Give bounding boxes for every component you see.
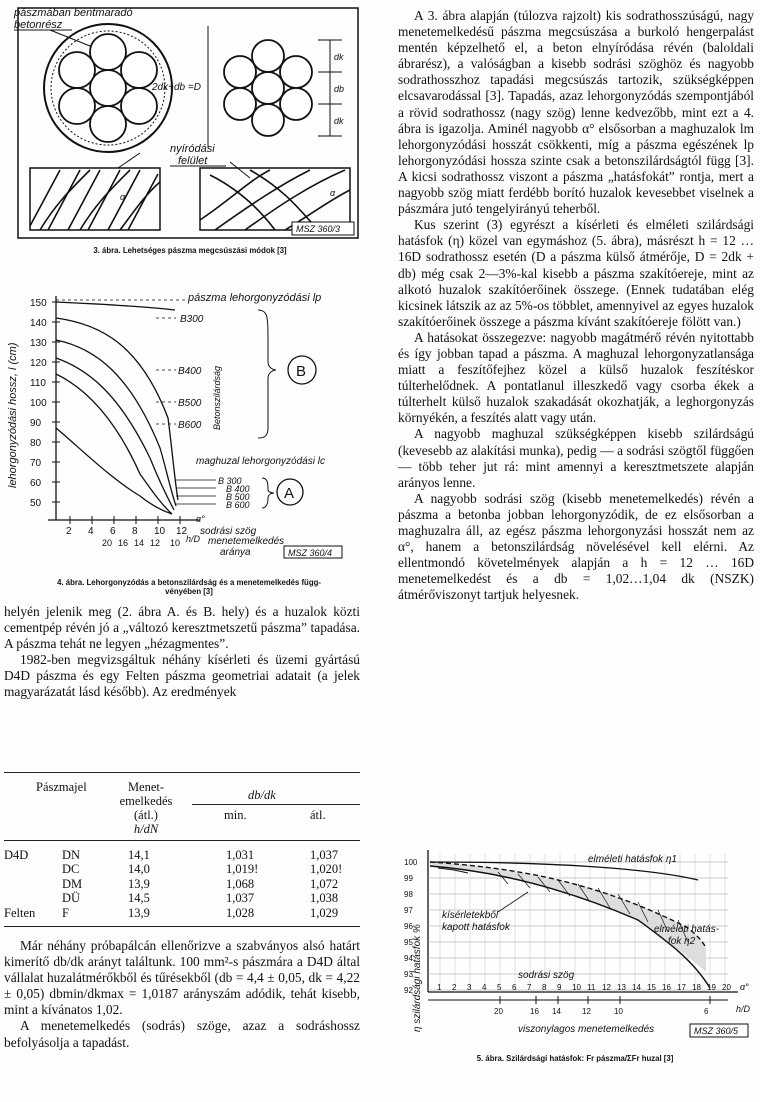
fig3-residual-label: pászmában bentmaradó [14, 7, 133, 19]
fig5-htick-label: 20 [494, 1007, 503, 1016]
fig4-xtick-label: 12 [176, 526, 188, 537]
table-cell-atl: 1,037 [310, 848, 339, 862]
table-cell-atl: 1,020! [310, 862, 343, 877]
fig3-caption: 3. ábra. Lehetséges pászma megcsúszási módok [3] [93, 246, 287, 255]
fig4-xtick-label: 10 [154, 526, 166, 537]
fig4-ylabel: lehorgonyzódási hossz, l (cm) [7, 342, 19, 488]
fig5-label-theory1: elméleti hatásfok η1 [588, 854, 677, 865]
table-cell-id: DM [62, 876, 83, 891]
fig4-bl600: B 600 [226, 500, 250, 510]
fig3-db: db [334, 84, 345, 94]
table-cell-min: 1,031 [226, 848, 255, 862]
fig3-residual-label-2: betonrész [14, 19, 63, 31]
fig5-xtick-label: 10 [572, 983, 581, 992]
fig4-bl300: B 300 [218, 476, 242, 486]
table-row [4, 891, 360, 905]
fig3-stamp: MSZ 360/3 [296, 224, 341, 234]
fig4-h-over-d: h/D [186, 534, 201, 544]
fig5-caption: 5. ábra. Szilárdsági hatásfok: Fr pászma/ΣFr huzal [3] [476, 1054, 674, 1063]
fig3-alpha-right: α [330, 188, 336, 198]
fig5-xtick-label: 3 [467, 983, 472, 992]
fig3-formula: 2dk+db =D [152, 82, 201, 93]
fig5-htick-label: 12 [582, 1007, 591, 1016]
fig5-xtick-label: 16 [662, 983, 671, 992]
fig4-b500: B500 [178, 398, 202, 409]
fig4-group-b: B [296, 363, 307, 380]
table-cell-atl: 1,029 [310, 905, 339, 920]
fig5-label-sodrasi: sodrási szög [518, 970, 575, 981]
table-cell-min: 1,019! [226, 862, 259, 877]
fig4-ytick-label: 110 [30, 378, 46, 389]
fig5-xtick-label: 9 [557, 983, 562, 992]
table-header-mid-rule [192, 804, 360, 805]
left-paragraph-2: 1982-ben megvizsgáltuk néhány kísérleti és üzemi gyártású D4D pászma és egy Felten pászma geometriai adatait (a jelek magyarázatát lásd később). Az eredmények [4, 652, 360, 700]
fig4-stamp: MSZ 360/4 [288, 548, 333, 558]
figure-4-anchorage-chart [0, 278, 370, 578]
table-body [4, 848, 360, 920]
fig4-ytick-label: 100 [30, 398, 47, 409]
fig4-htick-label: 12 [150, 538, 161, 548]
fig3-dk-top: dk [334, 52, 344, 62]
table-bottom-rule [4, 926, 360, 927]
fig5-ytick-label: 100 [404, 858, 418, 867]
table-cell-h: 14,1 [128, 848, 150, 862]
fig5-xtick-label: 12 [602, 983, 611, 992]
fig3-shear-label: nyíródási [170, 143, 215, 155]
fig4-ytick-label: 150 [30, 298, 47, 309]
fig5-ytick-label: 99 [404, 874, 413, 883]
left-column-text [4, 604, 360, 701]
fig4-beton-label: Betonszilárdság [212, 365, 222, 430]
fig5-xtick-label: 14 [632, 983, 641, 992]
table-cell-group: D4D [4, 848, 29, 862]
right-paragraph-3: A hatásokat összegezve: nagyobb magátmérő révén nyitottabb és így jobban tapad a pászma. A maghuzal lehorgonyzatlansága miatt a feszítőfejhez közel a külső huzalok feszítéskor túlterhelődnek. A pontatlanul illeszkedő vagy csorba ékek a túlterhelt külső huzalok szakadását okozhatják, a leghorgonyzás környékén, a feszítés alatt vagy után. [398, 329, 754, 426]
table-row [4, 906, 360, 920]
fig5-xtick-label: 6 [512, 983, 517, 992]
table-cell-group: Felten [4, 905, 36, 920]
fig4-htick-label: 10 [170, 538, 181, 548]
figure-3-strand-slip-modes [0, 0, 370, 250]
table-row [4, 877, 360, 891]
fig5-xtick-label: 1 [437, 983, 442, 992]
fig4-htick-label: 20 [102, 538, 113, 548]
fig5-xtick-label: 11 [587, 983, 596, 992]
right-paragraph-1: A 3. ábra alapján (túlozva rajzolt) kis sodrathosszúságú, nagy menetemelkedésű pászma megcsúszása a burkoló hengerpalást mentén képzelhető el, a beton elnyíródása révén (baloldali ábrarész), a valóságban a kisebb sodrási szöghöz és nagyobb sodrathosszhoz tapadási megcsúszás tartozik, szükségképpen elcsavarodással [3]. Tapadás, azaz lehorgonyzódás szempontjából a rövid sodrathossz (nagy szög) lenne kedvezőbb, mint ezt a 4. ábra is igazolja. Aminél nagyobb α° elsősorban a maghuzalok lm lehorgonyzódási hosszát csökkenti, míg a pászma egészének lp lehorgonyzódási hossza szinte csak a betonszilárdságtól függ [3]. A kicsi sodrathossz viszont a pászma „hatásfokát” rontja, mert a nagyobb szög miatt ferdébb borító huzalok kevesebbet viselnek a pászmára jutó tengelyirányú teherből. [398, 8, 754, 217]
table-header-pasz: Pászmajel [36, 780, 87, 794]
table-cell-id: DÜ [62, 891, 81, 906]
table-cell-atl: 1,038 [310, 891, 339, 906]
fig5-htick-label: 6 [704, 1007, 709, 1016]
fig4-label-core: maghuzal lehorgonyzódási lc [196, 456, 325, 467]
table-header-bottom-rule [4, 840, 360, 841]
right-paragraph-5: A nagyobb sodrási szög (kisebb menetemelkedés) révén a pászma a betonba jobban lehorgonyzódik, de ez elsősorban a maghuzalra áll, az egész pászma lehorgonyzási hosszát nem az α°, hanem a betonszilárdság növelésével kell elérni. Az ellentmondó követelmények alapján a h = 12 … 16D menetemelkedést és a db = 1,02…1,04 dk (NSZK) átmérőviszonyt tartjuk helyesnek. [398, 490, 754, 603]
fig4-htick-label: 16 [118, 538, 129, 548]
fig4-ytick-label: 60 [30, 478, 42, 489]
fig4-group-a: A [284, 485, 295, 502]
fig5-xtick-label: 5 [497, 983, 502, 992]
fig5-htick-label: 14 [552, 1007, 561, 1016]
fig4-x-row1: sodrási szög [200, 526, 257, 537]
fig5-label-exp1: kísérletekből [442, 910, 499, 921]
fig5-xlabel: viszonylagos menetemelkedés [518, 1024, 655, 1035]
table-cell-min: 1,037 [226, 891, 255, 906]
table-header-ratio: db/dk [248, 788, 276, 802]
fig4-ytick-label: 130 [30, 338, 47, 349]
fig5-xtick-label: 18 [692, 983, 701, 992]
fig5-label-theory2a: elméleti hatás- [654, 924, 720, 935]
fig5-alpha-label: α° [740, 982, 749, 992]
table-header-menet [116, 780, 176, 836]
fig4-bl400: B 400 [226, 484, 250, 494]
fig4-htick-label: 14 [134, 538, 145, 548]
fig4-xtick-label: 4 [88, 526, 94, 537]
fig5-htick-label: 10 [614, 1007, 623, 1016]
table-top-rule [4, 772, 360, 773]
fig4-xtick-label: 2 [66, 526, 72, 537]
fig4-bl500: B 500 [226, 492, 250, 502]
left-paragraph-1: helyén jelenik meg (2. ábra A. és B. hely) és a huzalok közti cementpép révén jó a „változó keresztmetszetű pászma” tapadása. A pászma tehát ne legyen „hézagmentes”. [4, 604, 360, 652]
fig5-ylabel: η szilárdsági hatásfok % [412, 924, 423, 1032]
fig4-xtick-label: 8 [132, 526, 138, 537]
fig5-xtick-label: 15 [647, 983, 656, 992]
table-header-min: min. [224, 808, 247, 822]
fig5-ytick-label: 97 [404, 906, 413, 915]
fig4-ytick-label: 140 [30, 318, 47, 329]
fig5-label-theory2b: fok η2 [668, 936, 696, 947]
table-cell-h: 13,9 [128, 905, 150, 920]
fig5-ytick-label: 96 [404, 922, 413, 931]
right-paragraph-4: A nagyobb maghuzal szükségképpen kisebb szilárdságú (kevesebb az alakítási munka), pedig — a sodrási szögtől függően — több teher jut rá: mint amennyi a keresztmetszete alapján arányos lenne. [398, 426, 754, 490]
fig5-xtick-label: 8 [542, 983, 547, 992]
left-paragraph-4: A menetemelkedés (sodrás) szöge, azaz a sodráshossz befolyásolja a tapadást. [4, 1018, 360, 1050]
fig5-htick-label: 16 [530, 1007, 539, 1016]
fig4-ytick-label: 80 [30, 438, 42, 449]
table-header-menet-3: (átl.) [134, 808, 158, 822]
fig3-alpha-left: α [120, 192, 126, 202]
fig5-xtick-label: 2 [452, 983, 457, 992]
right-column-text [398, 8, 754, 603]
fig4-caption [4, 578, 374, 596]
fig5-xtick-label: 4 [482, 983, 487, 992]
fig5-ytick-label: 95 [404, 938, 413, 947]
fig4-ytick-label: 70 [30, 458, 42, 469]
left-column-bottom-text [4, 938, 360, 1051]
table-header-menet-1: Menet- [127, 780, 165, 794]
table-cell-h: 14,5 [128, 891, 150, 906]
fig5-h-over-d: h/D [736, 1004, 751, 1014]
fig4-b300: B300 [180, 314, 204, 325]
fig3-shear-label-2: felület [178, 155, 208, 167]
fig4-x-row2: menetemelkedés [208, 536, 285, 547]
table-cell-h: 14,0 [128, 862, 150, 877]
fig4-ytick-label: 50 [30, 498, 42, 509]
table-cell-atl: 1,072 [310, 876, 339, 891]
fig4-caption-line2: vényében [3] [165, 587, 213, 596]
fig5-ytick-label: 98 [404, 890, 413, 899]
table-row [4, 848, 360, 862]
figure-5-efficiency-chart [398, 832, 758, 1068]
fig4-ytick-label: 90 [30, 418, 42, 429]
table-cell-min: 1,068 [226, 876, 255, 891]
fig5-xtick-label: 7 [527, 983, 532, 992]
table-header-menet-2: emelkedés [119, 794, 173, 808]
fig5-stamp: MSZ 360/5 [694, 1026, 739, 1036]
table-header-menet-4: h/dN [133, 822, 159, 836]
table-cell-id: DN [62, 848, 81, 862]
fig3-dk-bottom: dk [334, 116, 344, 126]
fig4-ytick-label: 120 [30, 358, 47, 369]
left-paragraph-3: Már néhány próbapálcán ellenőrizve a szabványos alsó határt kimerítő db/dk arányt találtunk. 100 mm²-s pászmára a D4D által vállalat huzalátmérőkből és tűrésekből (db = 4,4 ± 0,05, dk = 4,22 ± 0,05) dbmin/dkmax = 1,0187 arányszám adódik, tehát kisebb, mint a kívánatos 1,02. [4, 938, 360, 1018]
fig4-alpha-label: α° [196, 514, 205, 524]
fig5-xtick-label: 17 [677, 983, 686, 992]
fig4-b600: B600 [178, 420, 202, 431]
right-paragraph-2: Kus szerint (3) egyrészt a kísérleti és elméleti szilárdsági hatásfok (η) közel van egymáshoz (5. ábra), másrészt h = 12 … 16D sodrathossz esetén (D a pászma külső átmérője, D = 2dk + db) még csak 2—3%-kal kisebb a pászma szakítóereje, mint az alkotó huzalok szakítóerőinek összege. (Ennek tudatában elég kicsinek látszik az az 5%-os többlet, amennyivel az egyes huzalok szakítóerőinek összege a pászma kívánt szakítóereje fölött van.) [398, 217, 754, 329]
fig4-x-row3: aránya [220, 547, 251, 558]
fig4-caption-line1: 4. ábra. Lehorgonyzódás a betonszilárdság és a menetemelkedés függ- [57, 578, 321, 587]
table-header-atl: átl. [310, 808, 326, 822]
fig4-label-strand: pászma lehorgonyzódási lp [188, 292, 322, 304]
fig5-xtick-label: 19 [707, 983, 716, 992]
fig4-xtick-label: 6 [110, 526, 116, 537]
table-row [4, 862, 360, 876]
table-cell-h: 13,9 [128, 876, 150, 891]
fig5-xtick-label: 20 [722, 983, 731, 992]
table-cell-id: F [62, 905, 69, 920]
fig5-label-exp2: kapott hatásfok [442, 922, 510, 933]
table-cell-id: DC [62, 862, 80, 877]
fig5-ytick-label: 93 [404, 970, 413, 979]
fig5-xtick-label: 13 [617, 983, 626, 992]
fig5-ytick-label: 94 [404, 954, 413, 963]
table-cell-min: 1,028 [226, 905, 255, 920]
fig5-ytick-label: 92 [404, 986, 413, 995]
fig4-b400: B400 [178, 366, 202, 377]
